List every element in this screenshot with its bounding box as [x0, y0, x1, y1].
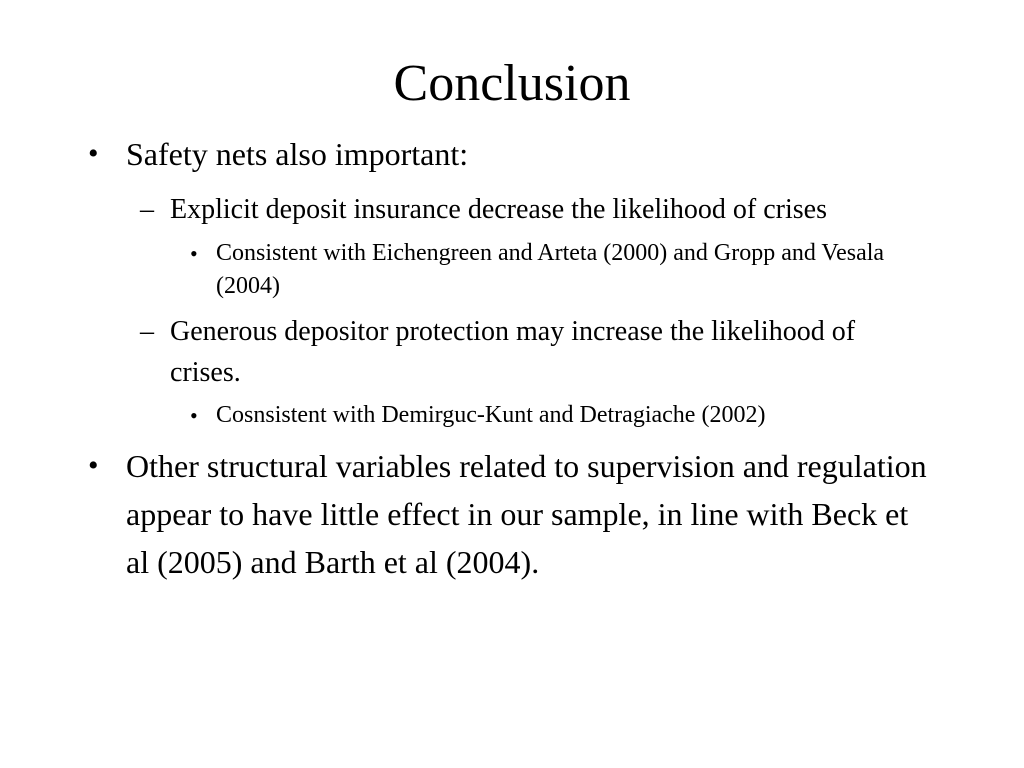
slide-content — [0, 130, 1024, 586]
subbullet-text: Generous depositor protection may increase the likelihood of crises. — [170, 316, 856, 388]
subsubbullet-demirguc-kunt — [0, 399, 936, 432]
subbullet-text: Explicit deposit insurance decrease the likelihood of crises — [170, 194, 828, 225]
subbullet-explicit-deposit-insurance — [0, 189, 900, 230]
subsubbullet-eichengreen-arteta — [0, 237, 936, 303]
bullet-marker: • — [190, 403, 198, 428]
slide-title: Conclusion — [393, 55, 631, 112]
bullet-text: Safety nets also important: — [126, 136, 469, 172]
dash-marker: – — [140, 316, 154, 347]
bullet-text: Other structural variables related to supervision and regulation appear to have little effect in our sample, in line with Beck et al (2005) and Barth et al (2004). — [126, 448, 927, 580]
bullet-marker: • — [88, 449, 99, 482]
subsubbullet-text: Cosnsistent with Demirguc-Kunt and Detragiache (2002) — [216, 402, 766, 428]
dash-marker: – — [140, 194, 154, 225]
subbullet-generous-depositor-protection — [0, 311, 900, 393]
subsubbullet-text: Consistent with Eichengreen and Arteta (2000) and Gropp and Vesala (2004) — [216, 240, 885, 299]
bullet-marker: • — [88, 137, 99, 170]
bullet-marker: • — [190, 241, 198, 266]
bullet-safety-nets — [0, 130, 936, 178]
bullet-other-structural-variables — [0, 442, 936, 586]
